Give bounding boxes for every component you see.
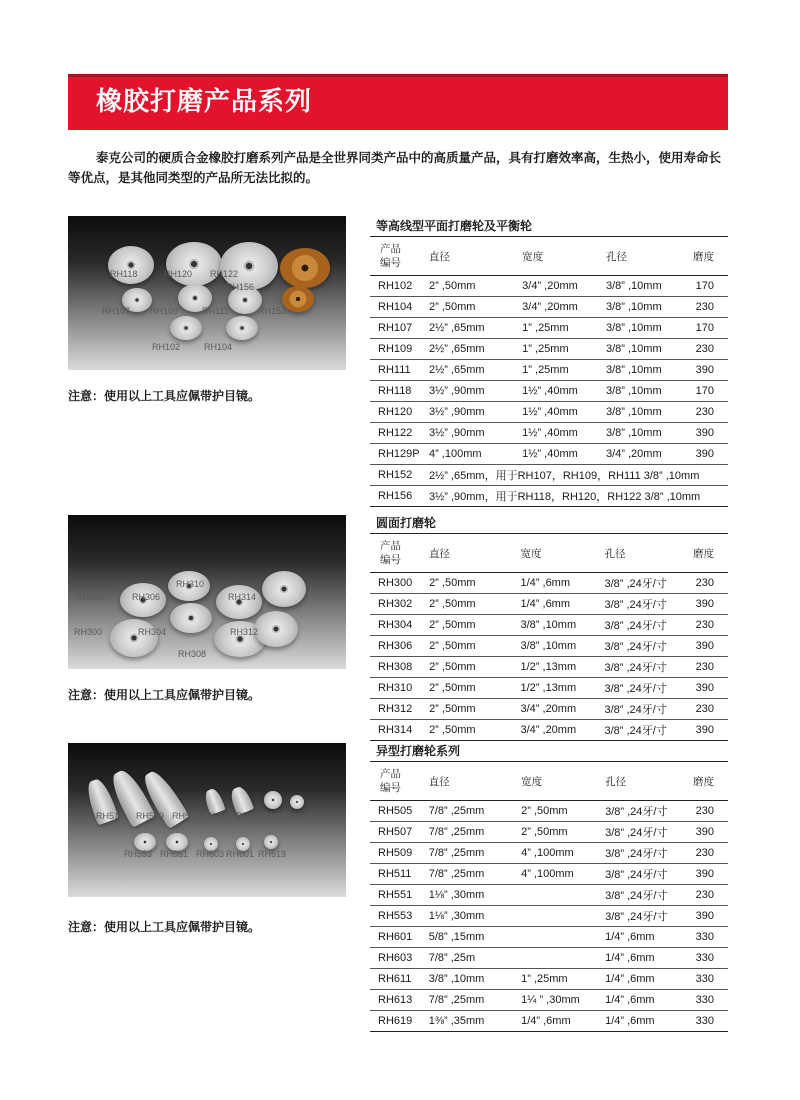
- cell-code: RH104: [370, 297, 426, 318]
- cell-code: RH613: [370, 990, 426, 1011]
- intro-paragraph: 泰克公司的硬质合金橡胶打磨系列产品是全世界同类产品中的高质量产品，具有打磨效率高，生热小，使用寿命长等优点，是其他同类型的产品所无法比拟的。: [68, 150, 722, 185]
- table-row: [370, 636, 728, 657]
- photo-label: RH109: [150, 306, 179, 316]
- cell-width: 3/4” ,20mm: [518, 720, 602, 741]
- cell-diameter: 5/8” ,15mm: [426, 927, 518, 948]
- cell-span: 2½” ,65mm，用于RH107，RH109，RH111 3/8” ,10mm: [426, 465, 728, 486]
- cell-hole: 3/8” ,10mm: [603, 423, 690, 444]
- cell-hole: 1/4” ,6mm: [602, 948, 690, 969]
- cell-code: RH304: [370, 615, 426, 636]
- cell-diameter: 2” ,50mm: [426, 699, 517, 720]
- photo-label: RH111: [202, 306, 229, 316]
- cell-hole: 1/4” ,6mm: [602, 969, 690, 990]
- cell-hole: 3/4” ,20mm: [603, 444, 690, 465]
- cell-hole: 3/8” ,24牙/寸: [601, 636, 690, 657]
- cell-hole: 3/8” ,24牙/寸: [602, 801, 690, 822]
- photo-label: RH120: [164, 269, 193, 279]
- table-row: [370, 381, 728, 402]
- cell-code: RH509: [370, 843, 426, 864]
- cell-diameter: 3½” ,90mm: [426, 423, 519, 444]
- photo-label: RH314: [228, 592, 257, 602]
- table-row: [370, 927, 728, 948]
- cell-grit: 230: [690, 297, 728, 318]
- cell-width: 2” ,50mm: [518, 801, 602, 822]
- cell-code: RH122: [370, 423, 426, 444]
- wheel-image: [262, 571, 306, 607]
- cell-code: RH611: [370, 969, 426, 990]
- col-header-code: 产品 编号: [370, 534, 426, 573]
- cell-width: 1/2” ,13mm: [518, 678, 602, 699]
- table-row: [370, 573, 728, 594]
- cell-diameter: 7/8” ,25mm: [426, 990, 518, 1011]
- table-row: [370, 423, 728, 444]
- photo-label: RH102: [152, 342, 181, 352]
- cell-grit: 390: [690, 720, 728, 741]
- cell-code: RH302: [370, 594, 426, 615]
- cell-width: 1/4” ,6mm: [518, 1011, 602, 1032]
- table-row: [370, 699, 728, 720]
- cell-grit: 390: [690, 864, 728, 885]
- cell-diameter: 2½” ,65mm: [426, 339, 519, 360]
- spec-table: [370, 533, 728, 741]
- cell-hole: 3/8” ,10mm: [603, 318, 690, 339]
- spec-table: [370, 761, 728, 1032]
- wheel-image: [226, 316, 258, 340]
- table-body: [370, 573, 728, 741]
- cell-grit: 230: [690, 402, 728, 423]
- cell-code: RH312: [370, 699, 426, 720]
- cell-hole: 1/4” ,6mm: [602, 927, 690, 948]
- cell-code: RH120: [370, 402, 426, 423]
- table-header-row: [370, 237, 728, 276]
- cell-grit: 230: [690, 801, 728, 822]
- photo-label: RH306: [132, 592, 161, 602]
- table-row: [370, 615, 728, 636]
- table-title: 圆面打磨轮: [376, 516, 437, 530]
- cell-code: RH118: [370, 381, 426, 402]
- photo-label: RH104: [204, 342, 233, 352]
- cell-hole: 3/8” ,10mm: [603, 339, 690, 360]
- cell-width: 1/2” ,13mm: [518, 657, 602, 678]
- cell-width: 1½” ,40mm: [519, 402, 603, 423]
- spec-table-round-wheels: [370, 513, 728, 741]
- table-row: [370, 906, 728, 927]
- cell-width: 4” ,100mm: [518, 864, 602, 885]
- cell-hole: 3/8” ,10mm: [603, 381, 690, 402]
- cell-width: 1¼ ” ,30mm: [518, 990, 602, 1011]
- table-header-row: [370, 534, 728, 573]
- page-title: 橡胶打磨产品系列: [96, 87, 313, 117]
- photo-label: RH603: [196, 849, 225, 859]
- cell-diameter: 1⅛” ,30mm: [426, 906, 518, 927]
- cell-hole: 3/8” ,24牙/寸: [601, 699, 690, 720]
- cell-diameter: 4” ,100mm: [426, 444, 519, 465]
- col-header-hole: 孔径: [602, 762, 690, 801]
- cell-diameter: 3½” ,90mm: [426, 381, 519, 402]
- cell-diameter: 2” ,50mm: [426, 678, 517, 699]
- cell-hole: 3/8” ,24牙/寸: [601, 594, 690, 615]
- col-header-grit: 磨度: [690, 534, 728, 573]
- cell-grit: 230: [690, 339, 728, 360]
- cell-grit: 390: [690, 822, 728, 843]
- cell-width: 1½” ,40mm: [519, 444, 603, 465]
- table-body: [370, 801, 728, 1032]
- cell-grit: 390: [690, 423, 728, 444]
- table-row: [370, 486, 728, 507]
- cell-width: 1½” ,40mm: [519, 423, 603, 444]
- cell-grit: 330: [690, 969, 728, 990]
- photo-label: RH509: [136, 811, 165, 821]
- cell-code: RH601: [370, 927, 426, 948]
- photo-label: RH308: [178, 649, 207, 659]
- table-row: [370, 885, 728, 906]
- photo-label: RH507: [172, 811, 201, 821]
- cell-diameter: 2” ,50mm: [426, 297, 519, 318]
- cell-diameter: 1⅜” ,35mm: [426, 1011, 518, 1032]
- table-row: [370, 465, 728, 486]
- wheel-image: [110, 619, 158, 657]
- cell-width: 2” ,50mm: [518, 822, 602, 843]
- cell-width: 1/4” ,6mm: [518, 594, 602, 615]
- col-header-width: 宽度: [519, 237, 603, 276]
- table-row: [370, 678, 728, 699]
- cell-diameter: 7/8” ,25mm: [426, 822, 518, 843]
- photo-label: RH118: [110, 269, 138, 279]
- cell-code: RH314: [370, 720, 426, 741]
- cell-grit: 230: [690, 843, 728, 864]
- cell-hole: 3/8” ,24牙/寸: [601, 678, 690, 699]
- photo-label: RH310: [176, 579, 205, 589]
- spec-table-flat-wheels: [370, 216, 728, 507]
- cell-span: 3½” ,90mm，用于RH118，RH120，RH122 3/8” ,10mm: [426, 486, 728, 507]
- table-row: [370, 297, 728, 318]
- cell-width: 3/4” ,20mm: [518, 699, 602, 720]
- col-header-grit: 磨度: [690, 762, 728, 801]
- cell-grit: 390: [690, 360, 728, 381]
- cell-grit: 390: [690, 444, 728, 465]
- cell-code: RH619: [370, 1011, 426, 1032]
- cell-hole: 3/8” ,10mm: [603, 297, 690, 318]
- col-header-diameter: 直径: [426, 762, 518, 801]
- cell-grit: 330: [690, 927, 728, 948]
- cell-grit: 330: [690, 1011, 728, 1032]
- col-header-diameter: 直径: [426, 237, 519, 276]
- cell-diameter: 7/8” ,25m: [426, 948, 518, 969]
- table-title: 异型打磨轮系列: [376, 744, 461, 758]
- col-header-code: 产品 编号: [370, 762, 426, 801]
- table-row: [370, 948, 728, 969]
- cell-hole: 3/8” ,24牙/寸: [602, 864, 690, 885]
- safety-note: 注意：使用以上工具应佩带护目镜。: [68, 920, 261, 934]
- table-header-row: [370, 762, 728, 801]
- cell-diameter: 2” ,50mm: [426, 720, 517, 741]
- cell-hole: 3/8” ,24牙/寸: [601, 615, 690, 636]
- cell-code: RH152: [370, 465, 426, 486]
- cell-code: RH553: [370, 906, 426, 927]
- photo-label: RH122: [210, 269, 239, 279]
- cell-code: RH310: [370, 678, 426, 699]
- cell-code: RH107: [370, 318, 426, 339]
- photo-label: RH601: [226, 849, 255, 859]
- table-row: [370, 864, 728, 885]
- cell-grit: 230: [690, 657, 728, 678]
- cell-diameter: 3½” ,90mm: [426, 402, 519, 423]
- photo-label: RH300: [74, 627, 103, 637]
- cell-diameter: 2” ,50mm: [426, 615, 517, 636]
- table-row: [370, 720, 728, 741]
- photo-label: RH152: [258, 306, 287, 316]
- photo-label: RH312: [230, 627, 259, 637]
- table-row: [370, 360, 728, 381]
- wheel-image: [280, 248, 330, 288]
- cell-width: 3/4” ,20mm: [519, 276, 603, 297]
- table-row: [370, 843, 728, 864]
- cell-grit: 230: [690, 615, 728, 636]
- cell-width: 3/8” ,10mm: [518, 615, 602, 636]
- wheel-image: [264, 835, 278, 849]
- product-photo-special-wheels: [68, 743, 346, 897]
- cell-diameter: 1⅛” ,30mm: [426, 885, 518, 906]
- photo-label: RH553: [124, 849, 153, 859]
- cell-code: RH306: [370, 636, 426, 657]
- cell-grit: 390: [690, 906, 728, 927]
- cell-diameter: 2” ,50mm: [426, 636, 517, 657]
- photo-label: RH613: [236, 811, 265, 821]
- safety-note: 注意：使用以上工具应佩带护目镜。: [68, 688, 261, 702]
- cell-code: RH102: [370, 276, 426, 297]
- wheel-image: [170, 603, 212, 633]
- table-row: [370, 402, 728, 423]
- wheel-image: [254, 611, 298, 647]
- table-title: 等高线型平面打磨轮及平衡轮: [376, 219, 533, 233]
- cell-code: RH308: [370, 657, 426, 678]
- cell-code: RH111: [370, 360, 426, 381]
- cell-diameter: 2” ,50mm: [426, 573, 517, 594]
- table-row: [370, 657, 728, 678]
- wheel-image: [170, 316, 202, 340]
- wheel-image: [216, 585, 262, 619]
- cell-hole: 3/8” ,10mm: [603, 360, 690, 381]
- table-row: [370, 822, 728, 843]
- col-header-hole: 孔径: [601, 534, 690, 573]
- table-row: [370, 969, 728, 990]
- photo-label: RH505: [206, 811, 235, 821]
- cell-grit: 390: [690, 636, 728, 657]
- header-top-line: [68, 74, 728, 77]
- cell-diameter: 2” ,50mm: [426, 657, 517, 678]
- cell-grit: 230: [690, 573, 728, 594]
- cell-hole: 3/8” ,24牙/寸: [602, 822, 690, 843]
- cell-width: 1½” ,40mm: [519, 381, 603, 402]
- cell-diameter: 3/8” ,10mm: [426, 969, 518, 990]
- cell-width: 3/4” ,20mm: [519, 297, 603, 318]
- table-row: [370, 594, 728, 615]
- photo-label: RH619: [258, 849, 287, 859]
- cell-diameter: 2½” ,65mm: [426, 360, 519, 381]
- col-header-width: 宽度: [518, 762, 602, 801]
- table-row: [370, 990, 728, 1011]
- cell-width: 4” ,100mm: [518, 843, 602, 864]
- cell-code: RH511: [370, 864, 426, 885]
- cell-code: RH300: [370, 573, 426, 594]
- photo-label: RH156: [226, 282, 255, 292]
- col-header-grit: 磨度: [690, 237, 728, 276]
- col-header-code: 产品 编号: [370, 237, 426, 276]
- cell-code: RH603: [370, 948, 426, 969]
- cell-hole: 3/8” ,24牙/寸: [601, 657, 690, 678]
- table-row: [370, 444, 728, 465]
- product-photo-round-wheels: [68, 515, 346, 669]
- cell-grit: 170: [690, 318, 728, 339]
- cell-grit: 390: [690, 594, 728, 615]
- cell-hole: 3/8” ,24牙/寸: [602, 843, 690, 864]
- safety-note: 注意：使用以上工具应佩带护目镜。: [68, 389, 261, 403]
- cell-diameter: 7/8” ,25mm: [426, 864, 518, 885]
- cell-width: 1” ,25mm: [519, 339, 603, 360]
- cell-grit: 330: [690, 948, 728, 969]
- cell-code: RH507: [370, 822, 426, 843]
- cell-grit: 230: [690, 699, 728, 720]
- cell-hole: 3/8” ,24牙/寸: [602, 906, 690, 927]
- wheel-image: [282, 286, 314, 312]
- cell-width: [518, 948, 602, 969]
- cell-hole: 1/4” ,6mm: [602, 1011, 690, 1032]
- table-row: [370, 801, 728, 822]
- cell-hole: 3/8” ,10mm: [603, 402, 690, 423]
- cell-diameter: 7/8” ,25mm: [426, 801, 518, 822]
- table-body: [370, 276, 728, 507]
- cell-width: 1/4” ,6mm: [518, 573, 602, 594]
- photo-label: RH302: [76, 592, 105, 602]
- cell-grit: 330: [690, 990, 728, 1011]
- cell-grit: 170: [690, 276, 728, 297]
- cell-code: RH156: [370, 486, 426, 507]
- cell-code: RH109: [370, 339, 426, 360]
- spec-table: [370, 236, 728, 507]
- photo-label: RH511: [96, 811, 124, 821]
- cell-diameter: 2½” ,65mm: [426, 318, 519, 339]
- cell-hole: 1/4” ,6mm: [602, 990, 690, 1011]
- photo-label: RH611: [264, 811, 292, 821]
- cell-code: RH551: [370, 885, 426, 906]
- cell-width: 1” ,25mm: [519, 318, 603, 339]
- table-row: [370, 1011, 728, 1032]
- photo-label: RH551: [160, 849, 189, 859]
- cell-diameter: 7/8” ,25mm: [426, 843, 518, 864]
- wheel-image: [264, 791, 282, 809]
- cell-hole: 3/8” ,24牙/寸: [601, 573, 690, 594]
- cell-grit: 390: [690, 678, 728, 699]
- product-photo-flat-wheels: [68, 216, 346, 370]
- photo-label: RH304: [138, 627, 167, 637]
- cell-hole: 3/8” ,24牙/寸: [601, 720, 690, 741]
- cell-code: RH129P: [370, 444, 426, 465]
- table-row: [370, 276, 728, 297]
- cell-width: 1” ,25mm: [518, 969, 602, 990]
- table-row: [370, 339, 728, 360]
- cell-width: 1” ,25mm: [519, 360, 603, 381]
- cell-width: [518, 885, 602, 906]
- col-header-diameter: 直径: [426, 534, 517, 573]
- cell-hole: 3/8” ,24牙/寸: [602, 885, 690, 906]
- cell-grit: 230: [690, 885, 728, 906]
- cell-width: [518, 927, 602, 948]
- wheel-image: [290, 795, 304, 809]
- cell-diameter: 2” ,50mm: [426, 594, 517, 615]
- cell-width: [518, 906, 602, 927]
- col-header-width: 宽度: [518, 534, 602, 573]
- cell-grit: 170: [690, 381, 728, 402]
- cell-hole: 3/8” ,10mm: [603, 276, 690, 297]
- cell-code: RH505: [370, 801, 426, 822]
- wheel-image: [166, 242, 222, 286]
- col-header-hole: 孔径: [603, 237, 690, 276]
- cell-width: 3/8” ,10mm: [518, 636, 602, 657]
- table-row: [370, 318, 728, 339]
- spec-table-special-wheels: [370, 741, 728, 1032]
- photo-label: RH107: [102, 306, 131, 316]
- cell-diameter: 2” ,50mm: [426, 276, 519, 297]
